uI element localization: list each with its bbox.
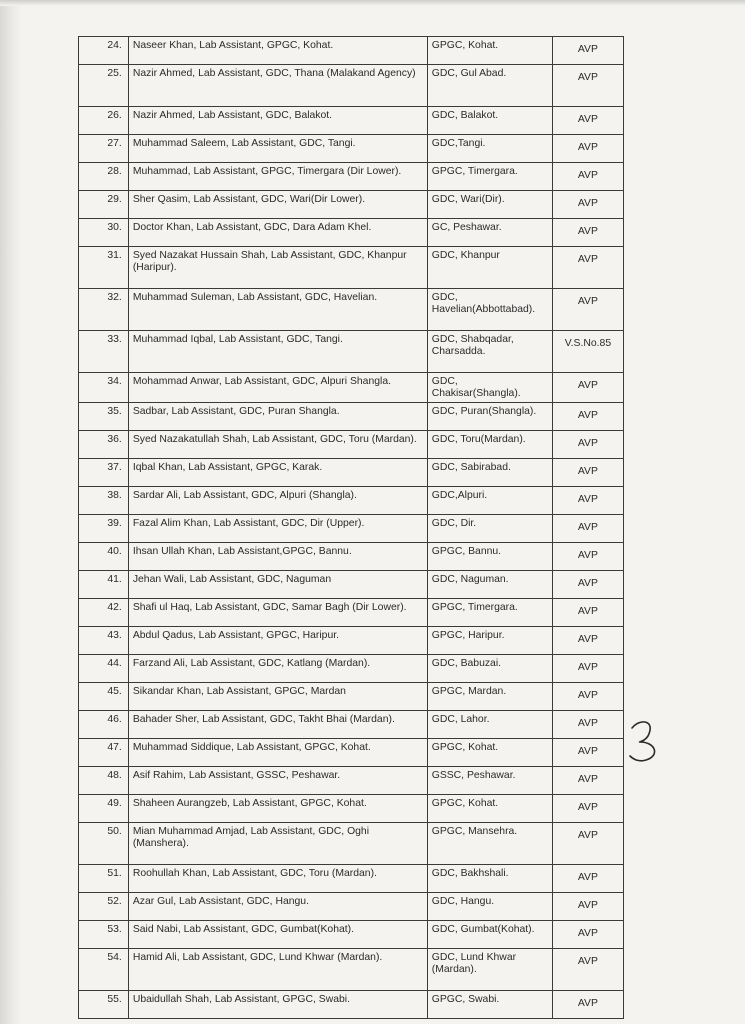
serial-number: 49. bbox=[79, 795, 129, 823]
serial-number: 52. bbox=[79, 893, 129, 921]
posted-from: GDC, Balakot. bbox=[427, 107, 552, 135]
employee-name: Muhammad Saleem, Lab Assistant, GDC, Tangi. bbox=[128, 135, 427, 163]
employee-name: Shafi ul Haq, Lab Assistant, GDC, Samar Bagh (Dir Lower). bbox=[128, 599, 427, 627]
posted-from: GDC, Lund Khwar (Mardan). bbox=[427, 949, 552, 991]
posted-from: GDC, Bakhshali. bbox=[427, 865, 552, 893]
serial-number: 50. bbox=[79, 823, 129, 865]
posting-status: AVP bbox=[552, 37, 623, 65]
employee-name: Farzand Ali, Lab Assistant, GDC, Katlang (Mardan). bbox=[128, 655, 427, 683]
serial-number: 42. bbox=[79, 599, 129, 627]
posting-status: AVP bbox=[552, 823, 623, 865]
table-row bbox=[79, 739, 624, 767]
employee-name: Mohammad Anwar, Lab Assistant, GDC, Alpuri Shangla. bbox=[128, 373, 427, 403]
table-row bbox=[79, 767, 624, 795]
posted-from: GPGC, Swabi. bbox=[427, 991, 552, 1019]
posting-status: AVP bbox=[552, 289, 623, 331]
table-row bbox=[79, 289, 624, 331]
employee-name: Syed Nazakatullah Shah, Lab Assistant, GDC, Toru (Mardan). bbox=[128, 431, 427, 459]
table-row bbox=[79, 865, 624, 893]
handwritten-page-mark bbox=[626, 716, 666, 766]
serial-number: 38. bbox=[79, 487, 129, 515]
table-row bbox=[79, 823, 624, 865]
table-row bbox=[79, 487, 624, 515]
posting-status: AVP bbox=[552, 655, 623, 683]
posted-from: GPGC, Timergara. bbox=[427, 599, 552, 627]
posting-status: AVP bbox=[552, 949, 623, 991]
table-row bbox=[79, 373, 624, 403]
posting-list bbox=[78, 36, 624, 1019]
serial-number: 46. bbox=[79, 711, 129, 739]
employee-name: Ubaidullah Shah, Lab Assistant, GPGC, Swabi. bbox=[128, 991, 427, 1019]
posting-status: AVP bbox=[552, 459, 623, 487]
employee-name: Hamid Ali, Lab Assistant, GDC, Lund Khwar (Mardan). bbox=[128, 949, 427, 991]
serial-number: 28. bbox=[79, 163, 129, 191]
employee-name: Azar Gul, Lab Assistant, GDC, Hangu. bbox=[128, 893, 427, 921]
serial-number: 53. bbox=[79, 921, 129, 949]
table-row bbox=[79, 599, 624, 627]
employee-name: Naseer Khan, Lab Assistant, GPGC, Kohat. bbox=[128, 37, 427, 65]
posted-from: GPGC, Kohat. bbox=[427, 795, 552, 823]
posted-from: GPGC, Haripur. bbox=[427, 627, 552, 655]
serial-number: 40. bbox=[79, 543, 129, 571]
serial-number: 33. bbox=[79, 331, 129, 373]
employee-name: Said Nabi, Lab Assistant, GDC, Gumbat(Kohat). bbox=[128, 921, 427, 949]
serial-number: 51. bbox=[79, 865, 129, 893]
employee-name: Fazal Alim Khan, Lab Assistant, GDC, Dir (Upper). bbox=[128, 515, 427, 543]
posted-from: GDC, Gul Abad. bbox=[427, 65, 552, 107]
table-row bbox=[79, 219, 624, 247]
table-row bbox=[79, 37, 624, 65]
table-row bbox=[79, 711, 624, 739]
serial-number: 43. bbox=[79, 627, 129, 655]
posted-from: GDC, Havelian(Abbottabad). bbox=[427, 289, 552, 331]
serial-number: 48. bbox=[79, 767, 129, 795]
table-row bbox=[79, 191, 624, 219]
posted-from: GDC, Gumbat(Kohat). bbox=[427, 921, 552, 949]
posted-from: GPGC, Mansehra. bbox=[427, 823, 552, 865]
posting-status: AVP bbox=[552, 163, 623, 191]
serial-number: 25. bbox=[79, 65, 129, 107]
posted-from: GDC, Hangu. bbox=[427, 893, 552, 921]
table-row bbox=[79, 795, 624, 823]
employee-name: Muhammad, Lab Assistant, GPGC, Timergara (Dir Lower). bbox=[128, 163, 427, 191]
table-row bbox=[79, 515, 624, 543]
serial-number: 34. bbox=[79, 373, 129, 403]
table-row bbox=[79, 459, 624, 487]
posted-from: GDC, Khanpur bbox=[427, 247, 552, 289]
employee-name: Syed Nazakat Hussain Shah, Lab Assistant, GDC, Khanpur (Haripur). bbox=[128, 247, 427, 289]
table-row bbox=[79, 431, 624, 459]
serial-number: 37. bbox=[79, 459, 129, 487]
posted-from: GDC, Wari(Dir). bbox=[427, 191, 552, 219]
employee-name: Mian Muhammad Amjad, Lab Assistant, GDC, Oghi (Manshera). bbox=[128, 823, 427, 865]
serial-number: 24. bbox=[79, 37, 129, 65]
posting-status: AVP bbox=[552, 893, 623, 921]
posting-status: AVP bbox=[552, 865, 623, 893]
table-row bbox=[79, 893, 624, 921]
posted-from: GPGC, Bannu. bbox=[427, 543, 552, 571]
employee-name: Abdul Qadus, Lab Assistant, GPGC, Haripur. bbox=[128, 627, 427, 655]
posted-from: GDC, Puran(Shangla). bbox=[427, 403, 552, 431]
posting-status: AVP bbox=[552, 543, 623, 571]
posted-from: GDC,Tangi. bbox=[427, 135, 552, 163]
posting-status: AVP bbox=[552, 767, 623, 795]
posting-status: AVP bbox=[552, 487, 623, 515]
employee-name: Muhammad Suleman, Lab Assistant, GDC, Havelian. bbox=[128, 289, 427, 331]
employee-name: Nazir Ahmed, Lab Assistant, GDC, Balakot. bbox=[128, 107, 427, 135]
posting-table bbox=[78, 36, 624, 1019]
employee-name: Sardar Ali, Lab Assistant, GDC, Alpuri (Shangla). bbox=[128, 487, 427, 515]
serial-number: 30. bbox=[79, 219, 129, 247]
table-row bbox=[79, 65, 624, 107]
table-row bbox=[79, 949, 624, 991]
employee-name: Bahader Sher, Lab Assistant, GDC, Takht Bhai (Mardan). bbox=[128, 711, 427, 739]
posting-status: AVP bbox=[552, 107, 623, 135]
posted-from: GDC, Dir. bbox=[427, 515, 552, 543]
posted-from: GDC, Toru(Mardan). bbox=[427, 431, 552, 459]
table-row bbox=[79, 571, 624, 599]
table-row bbox=[79, 247, 624, 289]
posted-from: GPGC, Mardan. bbox=[427, 683, 552, 711]
serial-number: 32. bbox=[79, 289, 129, 331]
posted-from: GDC, Lahor. bbox=[427, 711, 552, 739]
posting-status: AVP bbox=[552, 921, 623, 949]
posted-from: GPGC, Kohat. bbox=[427, 739, 552, 767]
employee-name: Muhammad Siddique, Lab Assistant, GPGC, Kohat. bbox=[128, 739, 427, 767]
employee-name: Sher Qasim, Lab Assistant, GDC, Wari(Dir Lower). bbox=[128, 191, 427, 219]
posting-status: AVP bbox=[552, 431, 623, 459]
table-row bbox=[79, 543, 624, 571]
serial-number: 26. bbox=[79, 107, 129, 135]
posted-from: GPGC, Kohat. bbox=[427, 37, 552, 65]
posting-status: AVP bbox=[552, 515, 623, 543]
posting-status: AVP bbox=[552, 135, 623, 163]
serial-number: 41. bbox=[79, 571, 129, 599]
posting-status: AVP bbox=[552, 627, 623, 655]
employee-name: Jehan Wali, Lab Assistant, GDC, Naguman bbox=[128, 571, 427, 599]
scan-edge-top bbox=[0, 0, 745, 6]
table-row bbox=[79, 107, 624, 135]
posting-status: AVP bbox=[552, 711, 623, 739]
posted-from: GSSC, Peshawar. bbox=[427, 767, 552, 795]
posted-from: GPGC, Timergara. bbox=[427, 163, 552, 191]
serial-number: 45. bbox=[79, 683, 129, 711]
employee-name: Nazir Ahmed, Lab Assistant, GDC, Thana (Malakand Agency) bbox=[128, 65, 427, 107]
posting-status: AVP bbox=[552, 65, 623, 107]
posting-status: AVP bbox=[552, 599, 623, 627]
table-row bbox=[79, 627, 624, 655]
table-row bbox=[79, 135, 624, 163]
posted-from: GDC, Sabirabad. bbox=[427, 459, 552, 487]
serial-number: 31. bbox=[79, 247, 129, 289]
posting-status: AVP bbox=[552, 795, 623, 823]
employee-name: Doctor Khan, Lab Assistant, GDC, Dara Adam Khel. bbox=[128, 219, 427, 247]
posting-status: AVP bbox=[552, 991, 623, 1019]
posted-from: GC, Peshawar. bbox=[427, 219, 552, 247]
employee-name: Iqbal Khan, Lab Assistant, GPGC, Karak. bbox=[128, 459, 427, 487]
employee-name: Sikandar Khan, Lab Assistant, GPGC, Mardan bbox=[128, 683, 427, 711]
employee-name: Muhammad Iqbal, Lab Assistant, GDC, Tangi. bbox=[128, 331, 427, 373]
table-row bbox=[79, 403, 624, 431]
posted-from: GDC, Chakisar(Shangla). bbox=[427, 373, 552, 403]
table-row bbox=[79, 331, 624, 373]
posting-status: AVP bbox=[552, 219, 623, 247]
serial-number: 27. bbox=[79, 135, 129, 163]
table-row bbox=[79, 655, 624, 683]
posting-status: AVP bbox=[552, 191, 623, 219]
serial-number: 47. bbox=[79, 739, 129, 767]
posting-status: V.S.No.85 bbox=[552, 331, 623, 373]
scan-edge-left bbox=[0, 0, 22, 1024]
serial-number: 54. bbox=[79, 949, 129, 991]
employee-name: Roohullah Khan, Lab Assistant, GDC, Toru (Mardan). bbox=[128, 865, 427, 893]
table-row bbox=[79, 163, 624, 191]
employee-name: Asif Rahim, Lab Assistant, GSSC, Peshawar. bbox=[128, 767, 427, 795]
serial-number: 39. bbox=[79, 515, 129, 543]
serial-number: 55. bbox=[79, 991, 129, 1019]
posting-status: AVP bbox=[552, 403, 623, 431]
posting-status: AVP bbox=[552, 247, 623, 289]
employee-name: Sadbar, Lab Assistant, GDC, Puran Shangla. bbox=[128, 403, 427, 431]
posting-status: AVP bbox=[552, 571, 623, 599]
posting-status: AVP bbox=[552, 739, 623, 767]
table-row bbox=[79, 991, 624, 1019]
posted-from: GDC, Babuzai. bbox=[427, 655, 552, 683]
serial-number: 35. bbox=[79, 403, 129, 431]
employee-name: Ihsan Ullah Khan, Lab Assistant,GPGC, Bannu. bbox=[128, 543, 427, 571]
serial-number: 36. bbox=[79, 431, 129, 459]
posting-status: AVP bbox=[552, 683, 623, 711]
serial-number: 29. bbox=[79, 191, 129, 219]
table-body bbox=[79, 37, 624, 1019]
posted-from: GDC, Naguman. bbox=[427, 571, 552, 599]
posted-from: GDC, Shabqadar, Charsadda. bbox=[427, 331, 552, 373]
posted-from: GDC,Alpuri. bbox=[427, 487, 552, 515]
employee-name: Shaheen Aurangzeb, Lab Assistant, GPGC, Kohat. bbox=[128, 795, 427, 823]
serial-number: 44. bbox=[79, 655, 129, 683]
table-row bbox=[79, 921, 624, 949]
posting-status: AVP bbox=[552, 373, 623, 403]
table-row bbox=[79, 683, 624, 711]
